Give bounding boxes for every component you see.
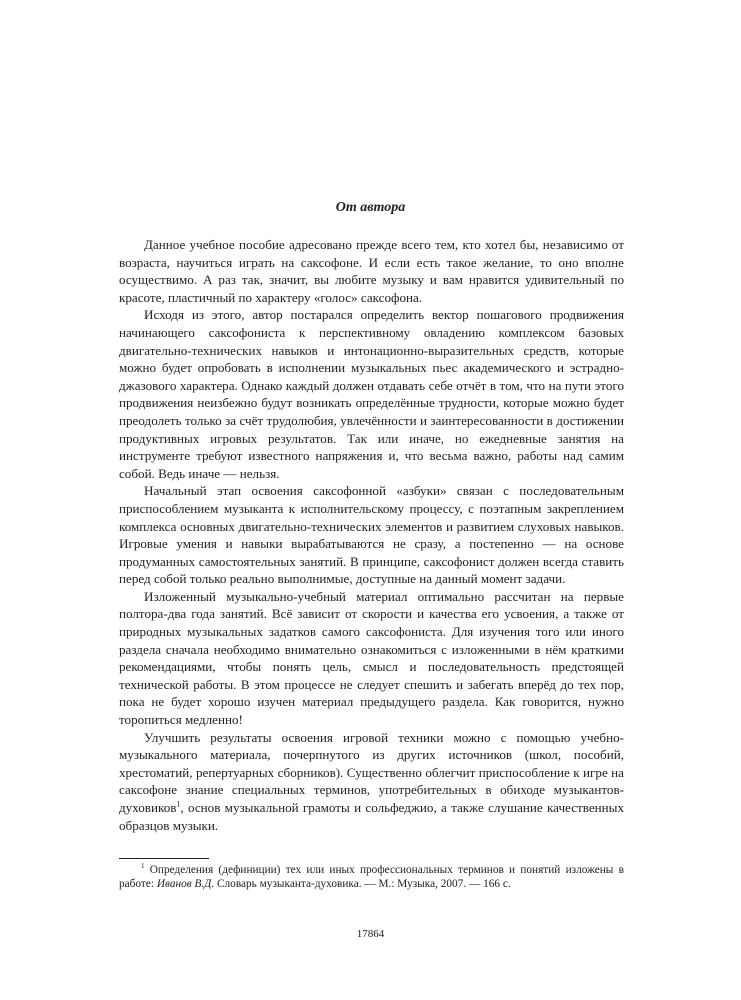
- footnote-divider: [119, 858, 209, 859]
- footnote-author: Иванов В.Д.: [156, 878, 215, 891]
- paragraph-2: Исходя из этого, автор постарался определить вектор пошагового продвижения начинающего саксофониста к перспективному овладению комплексом базовых двигательно-технических навыков и интонационно-выразительных средств, которые можно будет опробовать в исполнении музыкальных пьес академического и эстрадно-джазового характера. Однако каждый должен отдавать себе отчёт в том, что на пути этого продвижения неизбежно будут возникать определённые трудности, которые можно будет преодолеть только за счёт трудолюбия, увлечённости и заинтересованности в достижении продуктивных игровых результатов. Так или иначе, но ежедневные занятия на инструменте требуют известного напряжения и, что весьма важно, работы над самим собой. Ведь иначе — нельзя.: [119, 307, 624, 481]
- footnote-text: Определения (дефиниции) тех или иных профессиональных терминов и понятий изложены в работе:: [119, 864, 624, 891]
- paragraph-4: Изложенный музыкально-учебный материал оптимально рассчитан на первые полтора-два года занятий. Всё зависит от скорости и качества его усвоения, а также от природных музыкальных задатков самого саксофониста. Для изучения того или иного раздела сначала необходимо внимательно ознакомиться с изложенными в нём краткими рекомендациями, чтобы понять цель, смысл и последовательность предстоящей технической работы. В этом процессе не следует спешить и забегать вперёд до тех пор, пока не будет хорошо изучен материал предыдущего раздела. Как говорится, нужно торопиться медленно!: [119, 588, 624, 728]
- paragraph-5-text-end: , основ музыкальной грамоты и сольфеджио, а также слушание качественных образцов музыки.: [119, 800, 624, 833]
- paragraph-1: Данное учебное пособие адресовано прежде всего тем, кто хотел бы, независимо от возраста, научиться играть на саксофоне. И если есть такое желание, то оно вполне осуществимо. А раз так, значит, вы любите музыку и вам нравится удивительный по красоте, пластичный по характеру «голос» саксофона.: [119, 237, 624, 305]
- footnote-citation: Словарь музыканта-духовика. — М.: Музыка, 2007. — 166 с.: [214, 878, 511, 891]
- footnote-mark: 1: [141, 862, 145, 871]
- footnote: [119, 863, 624, 891]
- body-text: [119, 236, 624, 834]
- paragraph-5: [119, 729, 624, 835]
- paragraph-3: Начальный этап освоения саксофонной «азбуки» связан с последовательным приспособлением музыканта к исполнительскому процессу, с поэтапным закреплением комплекса основных двигательно-технических элементов и развитием слуховых навыков. Игровые умения и навыки вырабатываются не сразу, а постепенно — на основе продуманных самостоятельных занятий. В принципе, саксофонист должен всегда ставить перед собой только реально выполнимые, доступные на данный момент задачи.: [119, 483, 624, 587]
- paragraph-5-text: Улучшить результаты освоения игровой техники можно с помощью учебно-музыкального материала, почерпнутого из других источников (школ, пособий, хрестоматий, репертуарных сборников). Существенно облегчит приспособление к игре на саксофоне знание специальных терминов, употребительных в обиходе музыкантов-духовиков: [119, 729, 624, 815]
- page-number: 17864: [356, 928, 385, 940]
- footnote-reference: 1: [176, 799, 181, 809]
- section-title: От автора: [335, 200, 406, 215]
